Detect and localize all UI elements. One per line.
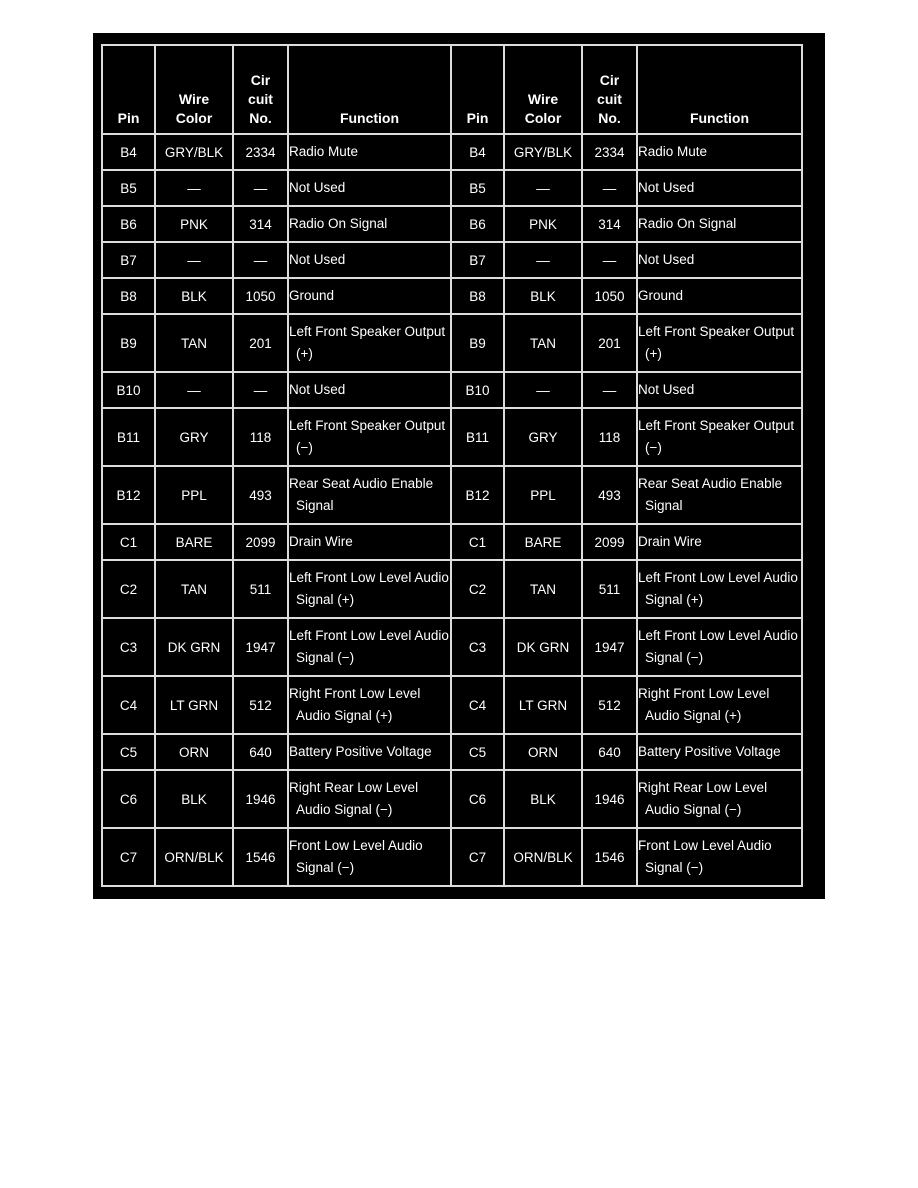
wire-color-cell: GRY xyxy=(155,408,233,466)
wire-color-cell: BLK xyxy=(155,278,233,314)
function-cell xyxy=(637,734,802,770)
function-text: Not Used xyxy=(289,382,346,397)
wire-color-cell: PNK xyxy=(155,206,233,242)
function-text: (+) xyxy=(645,346,662,361)
function-cell xyxy=(288,206,451,242)
circuit-number-cell: 2099 xyxy=(233,524,288,560)
pinout-table-panel xyxy=(93,33,825,899)
function-text: Rear Seat Audio Enable xyxy=(289,476,434,491)
wire-color-cell: ORN xyxy=(155,734,233,770)
function-text: Battery Positive Voltage xyxy=(638,744,781,759)
pinout-table-body xyxy=(102,134,802,886)
circuit-number-cell: 512 xyxy=(582,676,637,734)
wire-color-cell: ORN xyxy=(504,734,582,770)
pin-cell: B11 xyxy=(102,408,155,466)
header-function: Function xyxy=(637,45,802,134)
function-cell xyxy=(288,466,451,524)
function-cell xyxy=(637,242,802,278)
function-cell xyxy=(288,278,451,314)
table-row xyxy=(102,278,802,314)
function-text: Radio Mute xyxy=(289,144,359,159)
header-function: Function xyxy=(288,45,451,134)
function-text: Not Used xyxy=(289,180,346,195)
function-text: Signal (−) xyxy=(645,860,704,875)
table-row xyxy=(102,770,802,828)
function-text: Signal (−) xyxy=(296,860,355,875)
pin-cell: C1 xyxy=(102,524,155,560)
function-text: Left Front Speaker Output xyxy=(289,324,446,339)
pin-cell: C3 xyxy=(102,618,155,676)
circuit-number-cell: 1546 xyxy=(233,828,288,886)
table-row xyxy=(102,242,802,278)
function-cell xyxy=(637,206,802,242)
function-cell xyxy=(637,134,802,170)
function-cell xyxy=(288,372,451,408)
pin-cell: B10 xyxy=(102,372,155,408)
wire-color-cell: GRY/BLK xyxy=(504,134,582,170)
wire-color-cell: GRY xyxy=(504,408,582,466)
circuit-number-cell: 1050 xyxy=(582,278,637,314)
pin-cell: B8 xyxy=(451,278,504,314)
wire-color-cell: TAN xyxy=(155,560,233,618)
pin-cell: B5 xyxy=(451,170,504,206)
table-row xyxy=(102,134,802,170)
function-cell xyxy=(288,770,451,828)
table-row xyxy=(102,466,802,524)
function-cell xyxy=(288,560,451,618)
circuit-number-cell: 640 xyxy=(582,734,637,770)
wire-color-cell: BARE xyxy=(155,524,233,560)
pin-cell: C4 xyxy=(451,676,504,734)
pin-cell: C2 xyxy=(451,560,504,618)
wire-color-cell: ORN/BLK xyxy=(155,828,233,886)
pin-cell: B6 xyxy=(451,206,504,242)
circuit-number-cell: — xyxy=(233,372,288,408)
function-cell xyxy=(637,676,802,734)
function-cell xyxy=(288,408,451,466)
function-cell xyxy=(637,524,802,560)
wire-color-cell: BLK xyxy=(504,770,582,828)
function-text: Ground xyxy=(638,288,684,303)
function-text: Signal (−) xyxy=(645,650,704,665)
pin-cell: B6 xyxy=(102,206,155,242)
function-text: Audio Signal (−) xyxy=(645,802,742,817)
pin-cell: B7 xyxy=(102,242,155,278)
circuit-number-cell: 511 xyxy=(582,560,637,618)
pin-cell: C7 xyxy=(451,828,504,886)
table-row xyxy=(102,408,802,466)
circuit-number-cell: 314 xyxy=(582,206,637,242)
wire-color-cell: DK GRN xyxy=(504,618,582,676)
pin-cell: C5 xyxy=(451,734,504,770)
table-row xyxy=(102,676,802,734)
circuit-number-cell: 493 xyxy=(582,466,637,524)
wire-color-cell: — xyxy=(155,242,233,278)
function-cell xyxy=(637,170,802,206)
header-wire-color: Wire Color xyxy=(155,45,233,134)
function-text: (−) xyxy=(296,440,313,455)
wire-color-cell: — xyxy=(155,372,233,408)
wire-color-cell: DK GRN xyxy=(155,618,233,676)
function-text: Signal (+) xyxy=(645,592,704,607)
circuit-number-cell: 2099 xyxy=(582,524,637,560)
function-text: Drain Wire xyxy=(289,534,353,549)
table-row xyxy=(102,170,802,206)
function-text: Not Used xyxy=(638,180,695,195)
function-cell xyxy=(637,828,802,886)
pin-cell: C3 xyxy=(451,618,504,676)
wire-color-cell: — xyxy=(155,170,233,206)
wire-color-cell: TAN xyxy=(155,314,233,372)
wire-color-cell: LT GRN xyxy=(155,676,233,734)
table-row xyxy=(102,206,802,242)
function-text: Radio On Signal xyxy=(638,216,737,231)
pin-cell: B12 xyxy=(102,466,155,524)
function-cell xyxy=(288,618,451,676)
function-text: Not Used xyxy=(289,252,346,267)
function-text: Front Low Level Audio xyxy=(289,838,423,853)
function-text: Not Used xyxy=(638,382,695,397)
function-text: Battery Positive Voltage xyxy=(289,744,432,759)
function-cell xyxy=(288,524,451,560)
table-row xyxy=(102,560,802,618)
circuit-number-cell: 1947 xyxy=(233,618,288,676)
wire-color-cell: LT GRN xyxy=(504,676,582,734)
function-cell xyxy=(637,372,802,408)
function-text: Right Rear Low Level xyxy=(289,780,419,795)
pin-cell: B4 xyxy=(102,134,155,170)
pin-cell: B12 xyxy=(451,466,504,524)
circuit-number-cell: 2334 xyxy=(233,134,288,170)
table-row xyxy=(102,734,802,770)
circuit-number-cell: — xyxy=(582,242,637,278)
function-text: Left Front Low Level Audio xyxy=(289,570,449,585)
pin-cell: B4 xyxy=(451,134,504,170)
wire-color-cell: — xyxy=(504,242,582,278)
header-circuit-no: Cir cuit No. xyxy=(582,45,637,134)
pin-cell: C2 xyxy=(102,560,155,618)
function-text: Radio On Signal xyxy=(289,216,388,231)
function-text: Left Front Low Level Audio xyxy=(289,628,449,643)
wire-color-cell: PPL xyxy=(504,466,582,524)
function-cell xyxy=(288,734,451,770)
function-cell xyxy=(288,676,451,734)
pin-cell: B9 xyxy=(451,314,504,372)
function-text: Right Front Low Level xyxy=(289,686,421,701)
wire-color-cell: — xyxy=(504,372,582,408)
function-text: Ground xyxy=(289,288,335,303)
circuit-number-cell: 118 xyxy=(233,408,288,466)
circuit-number-cell: 201 xyxy=(233,314,288,372)
wire-color-cell: BLK xyxy=(155,770,233,828)
wire-color-cell: PPL xyxy=(155,466,233,524)
pin-cell: C1 xyxy=(451,524,504,560)
function-cell xyxy=(637,278,802,314)
circuit-number-cell: — xyxy=(233,242,288,278)
circuit-number-cell: 314 xyxy=(233,206,288,242)
table-header-row xyxy=(102,45,802,134)
header-pin: Pin xyxy=(451,45,504,134)
wire-color-cell: PNK xyxy=(504,206,582,242)
function-text: Radio Mute xyxy=(638,144,708,159)
function-text: Audio Signal (+) xyxy=(296,708,393,723)
function-text: Audio Signal (−) xyxy=(296,802,393,817)
function-text: Signal (−) xyxy=(296,650,355,665)
function-text: Signal xyxy=(296,498,334,513)
pin-cell: B10 xyxy=(451,372,504,408)
pin-cell: B9 xyxy=(102,314,155,372)
circuit-number-cell: 2334 xyxy=(582,134,637,170)
table-row xyxy=(102,828,802,886)
circuit-number-cell: 1946 xyxy=(233,770,288,828)
circuit-number-cell: 512 xyxy=(233,676,288,734)
function-cell xyxy=(288,828,451,886)
circuit-number-cell: — xyxy=(582,170,637,206)
circuit-number-cell: 118 xyxy=(582,408,637,466)
circuit-number-cell: 493 xyxy=(233,466,288,524)
wire-color-cell: BARE xyxy=(504,524,582,560)
function-text: Right Rear Low Level xyxy=(638,780,768,795)
function-text: Left Front Low Level Audio xyxy=(638,570,798,585)
circuit-number-cell: — xyxy=(582,372,637,408)
function-text: (−) xyxy=(645,440,662,455)
function-cell xyxy=(637,618,802,676)
wire-color-cell: ORN/BLK xyxy=(504,828,582,886)
pin-cell: B7 xyxy=(451,242,504,278)
connector-pinout-table xyxy=(101,44,803,887)
circuit-number-cell: — xyxy=(233,170,288,206)
circuit-number-cell: 511 xyxy=(233,560,288,618)
pin-cell: C7 xyxy=(102,828,155,886)
header-pin: Pin xyxy=(102,45,155,134)
circuit-number-cell: 1946 xyxy=(582,770,637,828)
function-text: Left Front Speaker Output xyxy=(638,324,795,339)
function-text: Left Front Low Level Audio xyxy=(638,628,798,643)
function-text: Not Used xyxy=(638,252,695,267)
function-text: Front Low Level Audio xyxy=(638,838,772,853)
table-row xyxy=(102,314,802,372)
function-text: (+) xyxy=(296,346,313,361)
pin-cell: B8 xyxy=(102,278,155,314)
function-text: Audio Signal (+) xyxy=(645,708,742,723)
table-row xyxy=(102,372,802,408)
function-cell xyxy=(637,770,802,828)
function-text: Left Front Speaker Output xyxy=(638,418,795,433)
circuit-number-cell: 201 xyxy=(582,314,637,372)
function-cell xyxy=(637,560,802,618)
function-text: Signal xyxy=(645,498,683,513)
wire-color-cell: TAN xyxy=(504,314,582,372)
circuit-number-cell: 1947 xyxy=(582,618,637,676)
table-row xyxy=(102,524,802,560)
function-cell xyxy=(637,466,802,524)
function-cell xyxy=(637,314,802,372)
pin-cell: C4 xyxy=(102,676,155,734)
header-circuit-no: Cir cuit No. xyxy=(233,45,288,134)
pin-cell: C6 xyxy=(451,770,504,828)
function-cell xyxy=(637,408,802,466)
function-cell xyxy=(288,314,451,372)
function-text: Rear Seat Audio Enable xyxy=(638,476,783,491)
function-cell xyxy=(288,170,451,206)
pin-cell: C6 xyxy=(102,770,155,828)
function-text: Signal (+) xyxy=(296,592,355,607)
function-text: Drain Wire xyxy=(638,534,702,549)
function-text: Right Front Low Level xyxy=(638,686,770,701)
function-cell xyxy=(288,242,451,278)
circuit-number-cell: 1546 xyxy=(582,828,637,886)
table-row xyxy=(102,618,802,676)
circuit-number-cell: 640 xyxy=(233,734,288,770)
wire-color-cell: — xyxy=(504,170,582,206)
wire-color-cell: BLK xyxy=(504,278,582,314)
pin-cell: B5 xyxy=(102,170,155,206)
wire-color-cell: TAN xyxy=(504,560,582,618)
header-wire-color: Wire Color xyxy=(504,45,582,134)
wire-color-cell: GRY/BLK xyxy=(155,134,233,170)
pin-cell: C5 xyxy=(102,734,155,770)
pin-cell: B11 xyxy=(451,408,504,466)
circuit-number-cell: 1050 xyxy=(233,278,288,314)
function-cell xyxy=(288,134,451,170)
function-text: Left Front Speaker Output xyxy=(289,418,446,433)
